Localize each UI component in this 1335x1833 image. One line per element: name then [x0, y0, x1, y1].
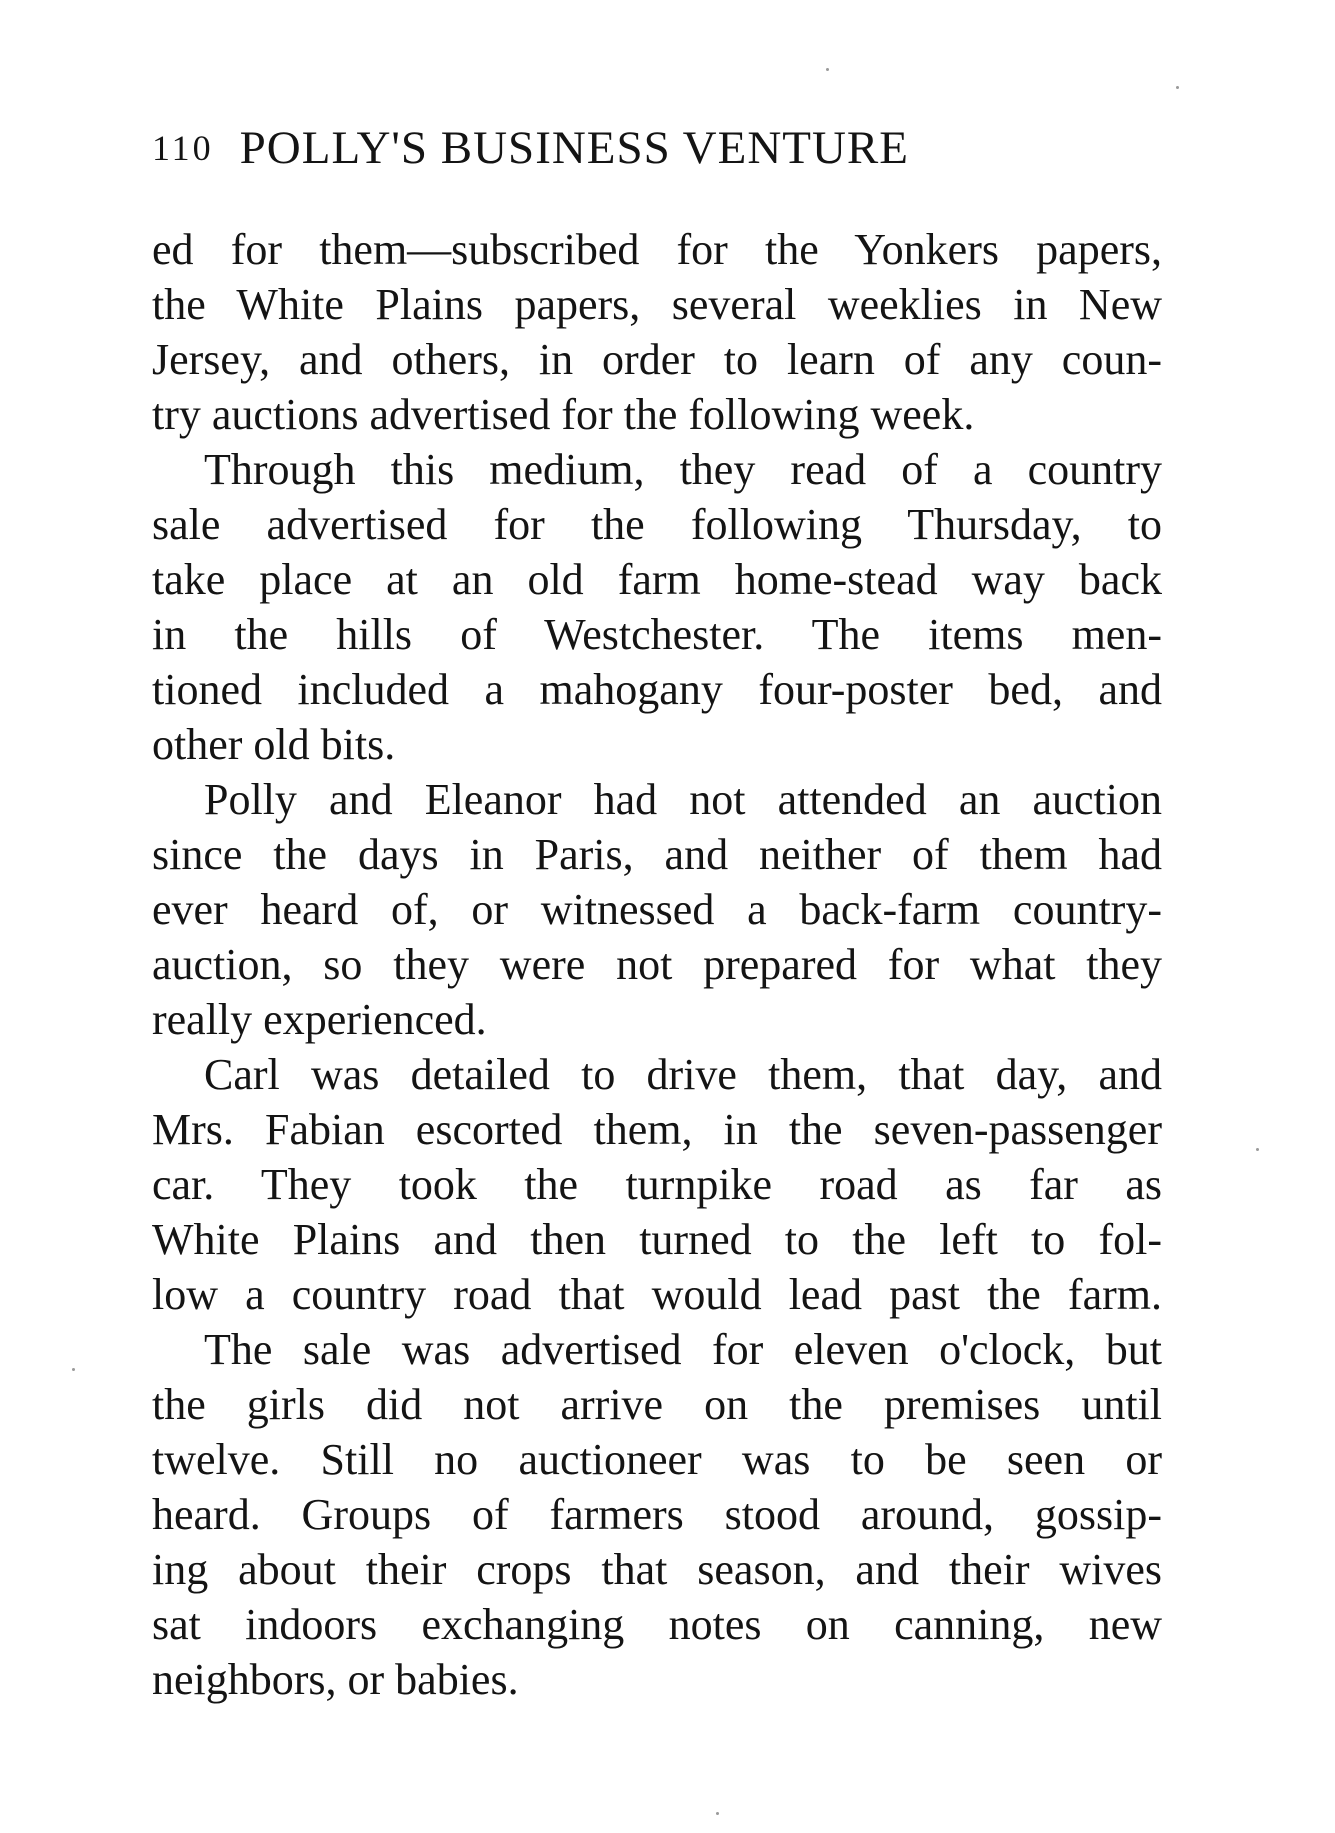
text-line: the White Plains papers, several weeklies in New	[152, 280, 1162, 329]
text-line: Mrs. Fabian escorted them, in the seven-passenger	[152, 1105, 1162, 1154]
paragraph	[152, 442, 1162, 772]
text-line: Through this medium, they read of a country	[204, 445, 1162, 494]
text-line: really experienced.	[152, 995, 487, 1044]
scan-speck	[1176, 86, 1179, 89]
text-line: auction, so they were not prepared for what they	[152, 940, 1162, 989]
text-line: White Plains and then turned to the left to fol-	[152, 1215, 1162, 1264]
text-line: ing about their crops that season, and their wives	[152, 1545, 1162, 1594]
text-line: heard. Groups of farmers stood around, gossip-	[152, 1490, 1162, 1539]
text-line: Carl was detailed to drive them, that day, and	[204, 1050, 1162, 1099]
text-line: tioned included a mahogany four-poster bed, and	[152, 665, 1162, 714]
text-line: in the hills of Westchester. The items men-	[152, 610, 1162, 659]
scan-speck	[1256, 1148, 1259, 1151]
text-line: car. They took the turnpike road as far as	[152, 1160, 1162, 1209]
text-line: since the days in Paris, and neither of them had	[152, 830, 1162, 879]
running-head	[152, 118, 1052, 178]
text-line: The sale was advertised for eleven o'clock, but	[204, 1325, 1162, 1374]
text-line: ever heard of, or witnessed a back-farm country-	[152, 885, 1162, 934]
running-title: POLLY'S BUSINESS VENTURE	[239, 122, 909, 174]
text-line: neighbors, or babies.	[152, 1655, 519, 1704]
text-line: the girls did not arrive on the premises until	[152, 1380, 1162, 1429]
text-line: take place at an old farm home-stead way back	[152, 555, 1162, 604]
scan-speck	[72, 1368, 75, 1371]
paragraph	[152, 772, 1162, 1047]
text-line: Polly and Eleanor had not attended an auction	[204, 775, 1162, 824]
body-text	[152, 222, 1162, 1707]
paragraph	[152, 1322, 1162, 1707]
text-line: other old bits.	[152, 720, 396, 769]
scan-speck	[826, 68, 829, 71]
text-line: try auctions advertised for the following week.	[152, 390, 975, 439]
text-line: ed for them—subscribed for the Yonkers papers,	[152, 225, 1162, 274]
text-line: low a country road that would lead past the farm.	[152, 1270, 1162, 1319]
text-line: sale advertised for the following Thursday, to	[152, 500, 1162, 549]
text-line: Jersey, and others, in order to learn of any coun-	[152, 335, 1162, 384]
paragraph	[152, 1047, 1162, 1322]
scan-speck	[716, 1812, 719, 1815]
text-line: sat indoors exchanging notes on canning, new	[152, 1600, 1162, 1649]
paragraph	[152, 222, 1162, 442]
text-line: twelve. Still no auctioneer was to be seen or	[152, 1435, 1162, 1484]
page-number: 110	[152, 128, 214, 168]
